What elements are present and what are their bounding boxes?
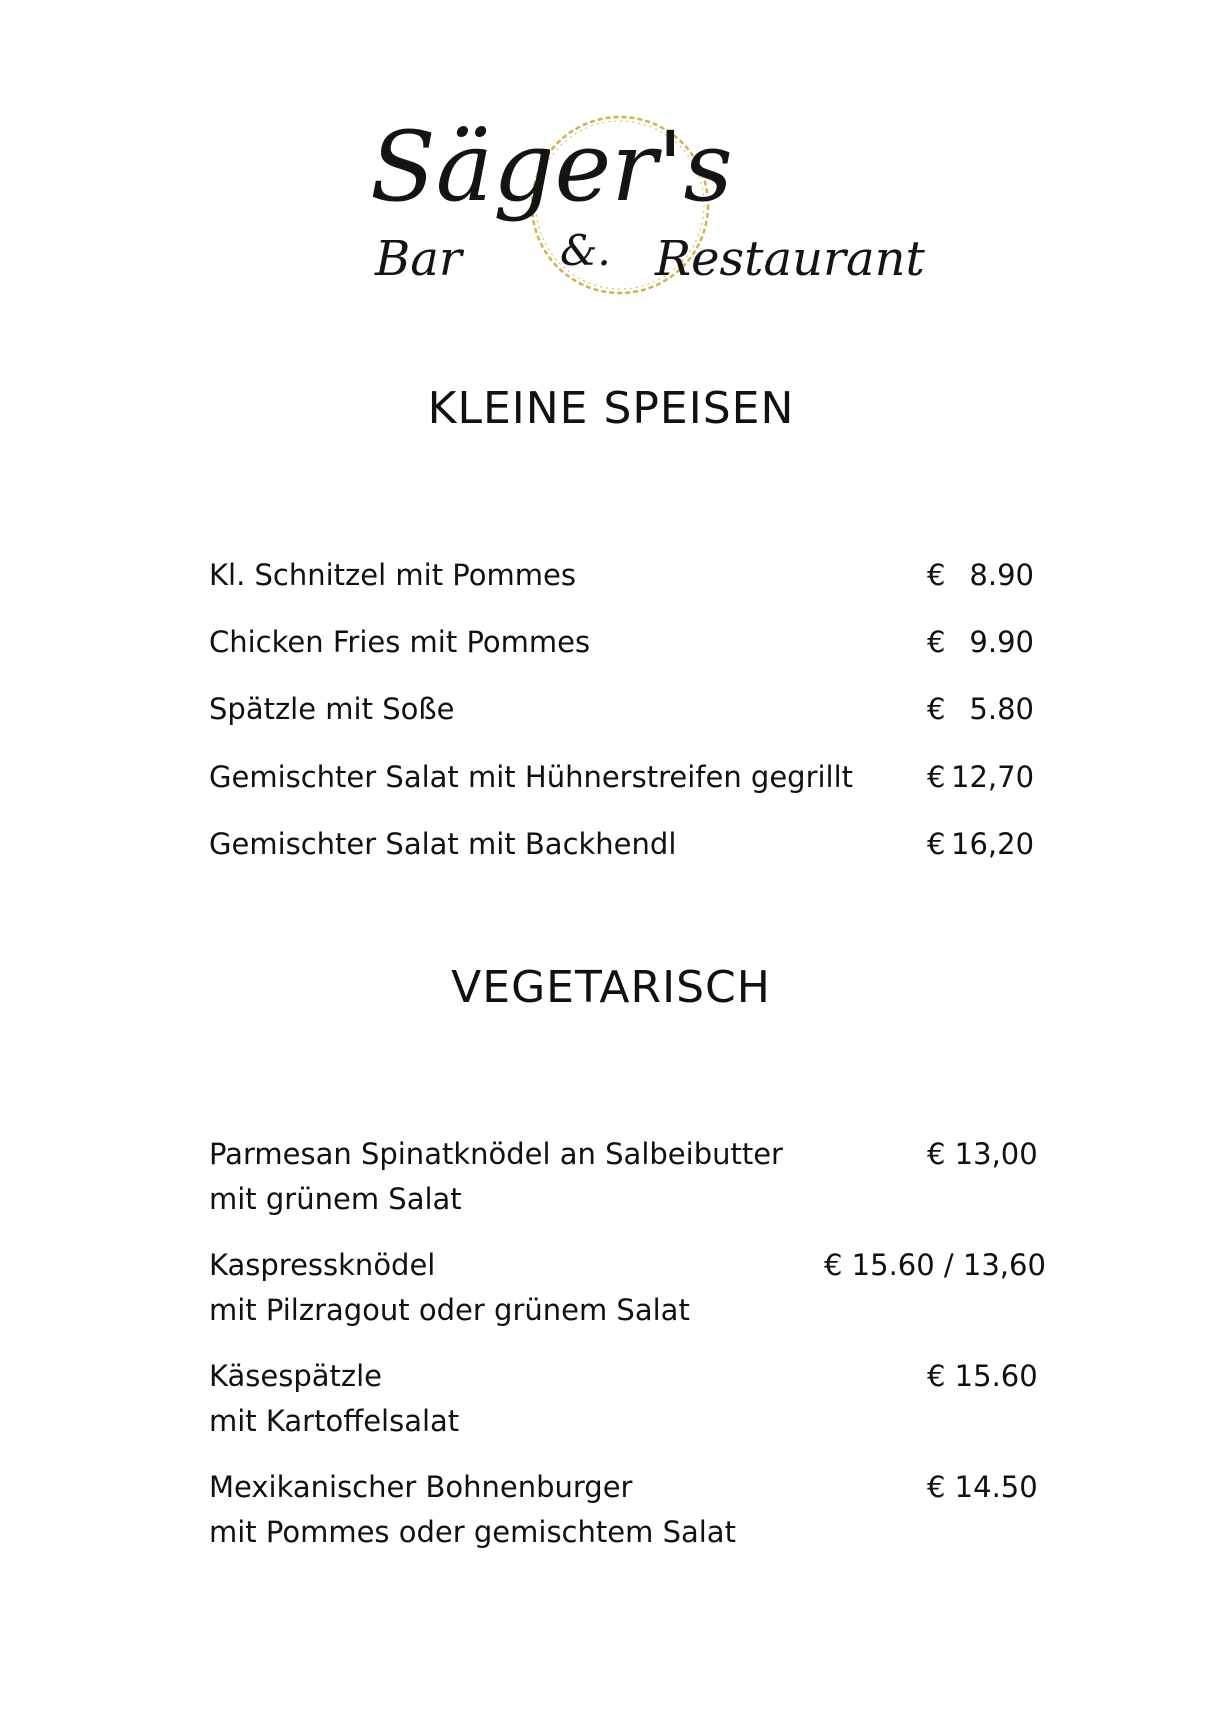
menu-item bbox=[209, 1243, 690, 1333]
menu-item bbox=[209, 1465, 736, 1555]
menu-item-price bbox=[927, 553, 1034, 598]
menu-item-price: € 15.60 bbox=[927, 1359, 1038, 1393]
menu-item-price bbox=[927, 822, 1034, 867]
menu-item-name: Spätzle mit Soße bbox=[209, 692, 455, 726]
price-amount: 16,20 bbox=[951, 827, 1035, 861]
menu-item bbox=[209, 755, 853, 800]
menu-item-name: Mexikanischer Bohnenburger bbox=[209, 1470, 633, 1504]
menu-item-description: mit Pommes oder gemischtem Salat bbox=[209, 1515, 736, 1549]
menu-item bbox=[209, 620, 590, 665]
restaurant-logo bbox=[370, 100, 925, 310]
menu-item-name: Chicken Fries mit Pommes bbox=[209, 625, 591, 659]
menu-item bbox=[209, 1132, 783, 1222]
menu-item-price: € 13,00 bbox=[927, 1137, 1038, 1171]
price-amount: 5.80 bbox=[969, 692, 1034, 726]
menu-item-name: Käsespätzle bbox=[209, 1359, 383, 1393]
currency-symbol: € bbox=[927, 625, 946, 659]
logo-subtitle-bar: Bar bbox=[375, 231, 462, 287]
currency-symbol: € bbox=[927, 827, 946, 861]
logo-subtitle-restaurant: Restaurant bbox=[655, 231, 925, 287]
menu-item bbox=[209, 553, 576, 598]
menu-item-price bbox=[927, 620, 1034, 665]
price-amount: 12,70 bbox=[951, 760, 1035, 794]
menu-item-name: Kl. Schnitzel mit Pommes bbox=[209, 558, 576, 592]
menu-item bbox=[209, 822, 676, 867]
menu-item-name: Kaspressknödel bbox=[209, 1248, 436, 1282]
currency-symbol: € bbox=[927, 692, 946, 726]
menu-item-price bbox=[927, 687, 1034, 732]
menu-item bbox=[209, 687, 454, 732]
logo-name: Säger's bbox=[370, 111, 733, 223]
section-title-vegetarisch: VEGETARISCH bbox=[451, 962, 771, 1013]
menu-item-description: mit grünem Salat bbox=[209, 1182, 462, 1216]
price-amount: 9.90 bbox=[969, 625, 1034, 659]
logo-graphic bbox=[370, 100, 925, 310]
menu-item-price: € 15.60 / 13,60 bbox=[824, 1248, 1046, 1282]
menu-item-name: Gemischter Salat mit Backhendl bbox=[209, 827, 677, 861]
price-amount: 8.90 bbox=[969, 558, 1034, 592]
menu-item bbox=[209, 1354, 459, 1444]
menu-item-price bbox=[927, 755, 1034, 800]
currency-symbol: € bbox=[927, 760, 946, 794]
menu-item-name: Gemischter Salat mit Hühnerstreifen gegrillt bbox=[209, 760, 854, 794]
section-title-kleine-speisen: KLEINE SPEISEN bbox=[427, 383, 795, 434]
menu-item-description: mit Kartoffelsalat bbox=[209, 1404, 460, 1438]
menu-item-name: Parmesan Spinatknödel an Salbeibutter bbox=[209, 1137, 783, 1171]
menu-item-description: mit Pilzragout oder grünem Salat bbox=[209, 1293, 690, 1327]
menu-item-price: € 14.50 bbox=[927, 1470, 1038, 1504]
logo-subtitle-amp: &. bbox=[560, 226, 611, 275]
currency-symbol: € bbox=[927, 558, 946, 592]
